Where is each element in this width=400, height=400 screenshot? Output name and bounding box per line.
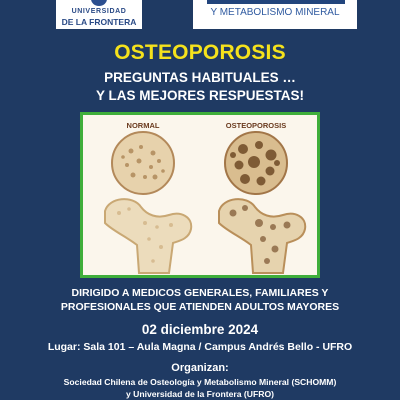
logo-right-cropped-wordmark: [207, 0, 345, 4]
label-normal: NORMAL: [126, 121, 160, 130]
event-venue: Lugar: Sala 101 – Aula Magna / Campus Andrés Bello - UFRO: [47, 341, 353, 353]
subtitle-line2: Y LAS MEJORES RESPUESTAS!: [95, 88, 305, 103]
page-title: OSTEOPOROSIS: [114, 41, 286, 64]
university-seal-icon: [91, 0, 107, 6]
organizers-heading: Organizan:: [171, 362, 229, 374]
logo-left-line2: DE LA FRONTERA: [61, 17, 137, 27]
audience-line1: DIRIGIDO A MEDICOS GENERALES, FAMILIARES Y: [71, 287, 329, 299]
subtitle-line1: PREGUNTAS HABITUALES …: [104, 70, 296, 85]
organizer-line2: y Universidad de la Frontera (UFRO): [125, 389, 275, 399]
audience-line2: PROFESIONALES QUE ATIENDEN ADULTOS MAYORES: [60, 301, 340, 313]
organizer-line1: Sociedad Chilena de Osteología y Metabolismo Mineral (SCHOMM): [63, 377, 337, 387]
label-osteoporosis: OSTEOPOROSIS: [225, 121, 287, 130]
osteoporosis-bone-sample-icon: [225, 132, 287, 194]
ufro-logo: [56, 0, 142, 29]
event-date: 02 diciembre 2024: [141, 322, 259, 337]
logo-right-line1: Y METABOLISMO MINERAL: [210, 7, 340, 18]
bone-comparison-figure: [80, 112, 320, 278]
normal-bone-sample-icon: [112, 132, 174, 194]
osteoporosis-femur-icon: [219, 199, 305, 273]
normal-femur-icon: [105, 199, 191, 273]
schomm-logo: [193, 0, 357, 29]
bone-illustration: [83, 115, 317, 275]
logo-left-line1: UNIVERSIDAD: [71, 8, 127, 15]
